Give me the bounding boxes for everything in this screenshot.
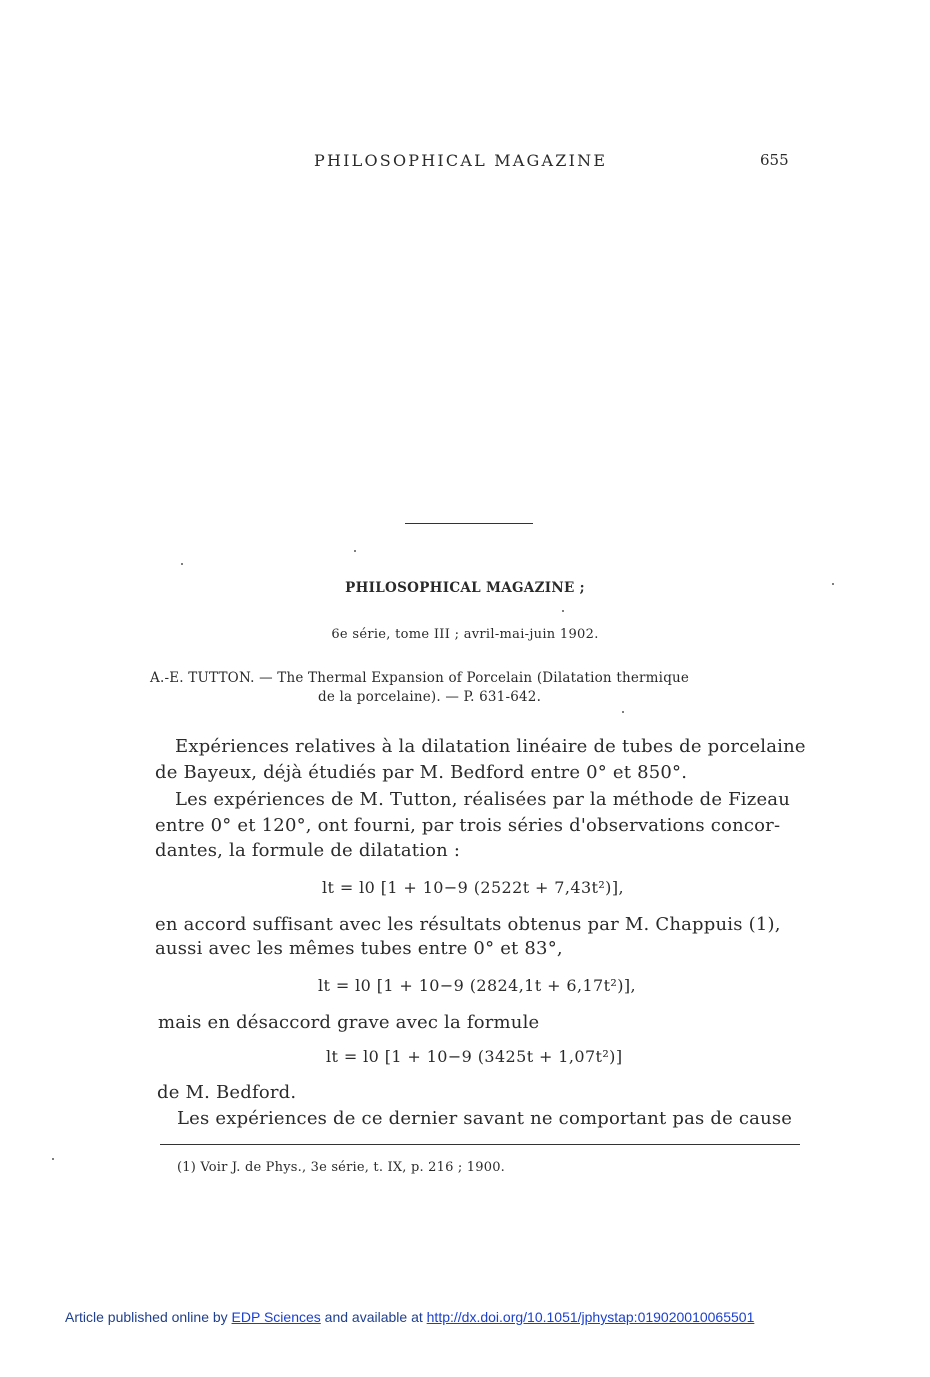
scan-speck [622,711,624,713]
body-line: mais en désaccord grave avec la formule [158,1012,540,1033]
scan-speck [52,1158,54,1160]
footnote: (1) Voir J. de Phys., 3e série, t. IX, p. 216 ; 1900. [177,1160,506,1175]
body-line: de M. Bedford. [157,1082,297,1103]
journal-title: PHILOSOPHICAL MAGAZINE ; [345,580,585,596]
scan-speck [832,583,834,585]
formula: lt = l0 [1 + 10−9 (2824,1t + 6,17t²)], [318,976,637,995]
body-line: entre 0° et 120°, ont fourni, par trois séries d'observations concor- [155,815,781,836]
body-line: dantes, la formule de dilatation : [155,840,461,861]
body-line: Les expériences de ce dernier savant ne comportant pas de cause [177,1108,793,1129]
section-rule [405,523,533,524]
page-number: 655 [760,151,789,169]
formula: lt = l0 [1 + 10−9 (3425t + 1,07t²)] [326,1047,623,1066]
footer-middle: and available at [320,1309,427,1325]
reference-line-2: de la porcelaine). — P. 631-642. [318,689,542,705]
scan-speck [354,550,356,552]
body-line: aussi avec les mêmes tubes entre 0° et 83°, [155,938,563,959]
body-line: Les expériences de M. Tutton, réalisées par la méthode de Fizeau [175,789,791,810]
formula: lt = l0 [1 + 10−9 (2522t + 7,43t²)], [322,878,624,897]
series-info: 6e série, tome III ; avril-mai-juin 1902. [331,627,599,642]
scan-speck [181,563,183,565]
doi-link[interactable]: http://dx.doi.org/10.1051/jphystap:019020010065501 [426,1309,755,1325]
body-line: en accord suffisant avec les résultats obtenus par M. Chappuis (1), [155,914,781,935]
footer-prefix: Article published online by [65,1309,232,1325]
publication-footer [65,1309,754,1325]
running-head: PHILOSOPHICAL MAGAZINE [314,151,608,170]
scan-speck [562,610,564,612]
body-line: Expériences relatives à la dilatation linéaire de tubes de porcelaine [175,736,806,757]
footnote-rule [160,1144,800,1145]
publisher-link[interactable]: EDP Sciences [231,1309,321,1325]
reference-line-1: A.-E. TUTTON. — The Thermal Expansion of Porcelain (Dilatation thermique [150,670,690,686]
body-line: de Bayeux, déjà étudiés par M. Bedford entre 0° et 850°. [155,762,688,783]
